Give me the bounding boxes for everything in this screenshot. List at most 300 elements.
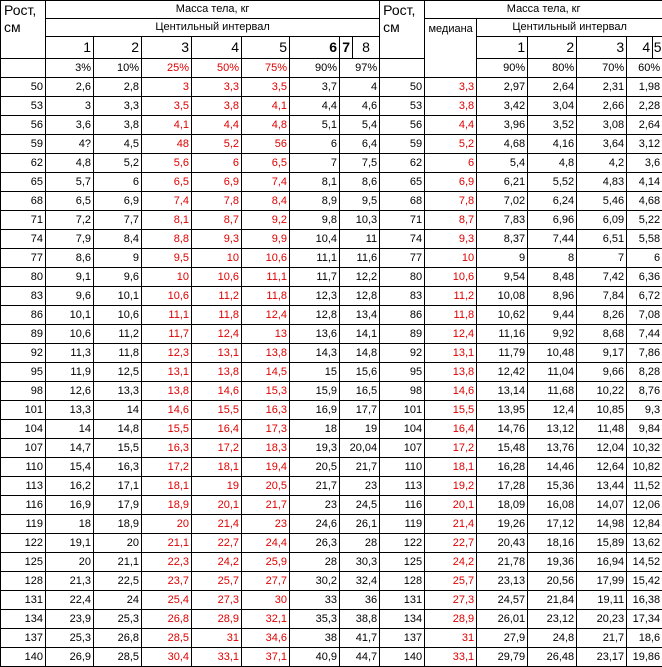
height-cell-right: 59 bbox=[380, 135, 425, 154]
p75-cell: 13,8 bbox=[242, 344, 290, 363]
p25-cell: 22,3 bbox=[142, 553, 192, 572]
median-cell: 3,3 bbox=[425, 78, 477, 97]
r80-cell: 9,92 bbox=[528, 325, 577, 344]
height-cell-right: 56 bbox=[380, 116, 425, 135]
r90-cell: 7,02 bbox=[477, 192, 528, 211]
table-row bbox=[1, 78, 662, 97]
r70-cell: 14,98 bbox=[577, 515, 627, 534]
r60-cell: 10,82 bbox=[627, 458, 662, 477]
p25-cell: 16,3 bbox=[142, 439, 192, 458]
height-cell: 65 bbox=[1, 173, 46, 192]
p75-cell: 34,6 bbox=[242, 629, 290, 648]
p3-cell: 2,6 bbox=[46, 78, 94, 97]
p75-cell: 25,9 bbox=[242, 553, 290, 572]
r60-cell: 19,86 bbox=[627, 648, 662, 667]
r70-cell: 12,04 bbox=[577, 439, 627, 458]
p10-cell: 28,5 bbox=[94, 648, 142, 667]
r60-cell: 14,52 bbox=[627, 553, 662, 572]
p25-cell: 3,5 bbox=[142, 97, 192, 116]
p50-cell: 11,8 bbox=[192, 306, 242, 325]
p90-cell: 8,9 bbox=[290, 192, 340, 211]
p50-cell: 25,7 bbox=[192, 572, 242, 591]
p50-cell: 15,5 bbox=[192, 401, 242, 420]
r70-cell: 6,09 bbox=[577, 211, 627, 230]
r90-cell: 11,16 bbox=[477, 325, 528, 344]
p3-cell: 14 bbox=[46, 420, 94, 439]
height-cell-right: 104 bbox=[380, 420, 425, 439]
r60-cell: 5,58 bbox=[627, 230, 662, 249]
p97-cell: 10,3 bbox=[340, 211, 380, 230]
p90-cell: 12,8 bbox=[290, 306, 340, 325]
height-cell: 140 bbox=[1, 648, 46, 667]
median-cell: 25,7 bbox=[425, 572, 477, 591]
left-interval-number: 4 bbox=[217, 37, 242, 59]
r60-cell: 8,76 bbox=[627, 382, 662, 401]
percentile-header: 75% bbox=[242, 59, 290, 78]
p50-cell: 20,1 bbox=[192, 496, 242, 515]
left-interval-number bbox=[46, 37, 70, 59]
height-cell: 50 bbox=[1, 78, 46, 97]
height-cell: 128 bbox=[1, 572, 46, 591]
p50-cell: 4,4 bbox=[192, 116, 242, 135]
median-cell: 20,1 bbox=[425, 496, 477, 515]
p3-cell: 13,3 bbox=[46, 401, 94, 420]
p10-cell: 21,1 bbox=[94, 553, 142, 572]
median-cell: 4,4 bbox=[425, 116, 477, 135]
p3-cell: 10,6 bbox=[46, 325, 94, 344]
p90-cell: 40,9 bbox=[290, 648, 340, 667]
p25-cell: 5,6 bbox=[142, 154, 192, 173]
left-height-blank bbox=[1, 59, 46, 78]
p3-cell: 23,9 bbox=[46, 610, 94, 629]
r70-cell: 10,85 bbox=[577, 401, 627, 420]
r80-cell: 17,12 bbox=[528, 515, 577, 534]
r60-cell: 7,44 bbox=[627, 325, 662, 344]
r90-cell: 9,54 bbox=[477, 268, 528, 287]
height-cell: 77 bbox=[1, 249, 46, 268]
p50-cell: 17,2 bbox=[192, 439, 242, 458]
percentile-header: 3% bbox=[46, 59, 94, 78]
median-cell: 3,8 bbox=[425, 97, 477, 116]
p75-cell: 9,2 bbox=[242, 211, 290, 230]
p3-cell: 11,3 bbox=[46, 344, 94, 363]
right-height-header bbox=[380, 1, 425, 59]
p25-cell: 6,5 bbox=[142, 173, 192, 192]
height-cell-right: 89 bbox=[380, 325, 425, 344]
r90-cell: 29,79 bbox=[477, 648, 528, 667]
r80-cell: 15,36 bbox=[528, 477, 577, 496]
p50-cell: 13,8 bbox=[192, 363, 242, 382]
p25-cell: 13,1 bbox=[142, 363, 192, 382]
table-row bbox=[1, 268, 662, 287]
r60-cell: 18,6 bbox=[627, 629, 662, 648]
r70-cell: 4,2 bbox=[577, 154, 627, 173]
right-interval-number: 1 bbox=[502, 37, 528, 59]
p25-cell: 7,4 bbox=[142, 192, 192, 211]
p75-cell: 16,3 bbox=[242, 401, 290, 420]
p97-cell: 4,6 bbox=[340, 97, 380, 116]
p90-cell: 6 bbox=[290, 135, 340, 154]
r60-cell: 6,72 bbox=[627, 287, 662, 306]
p90-cell: 14,3 bbox=[290, 344, 340, 363]
r60-cell: 2,64 bbox=[627, 116, 662, 135]
r60-cell: 9,84 bbox=[627, 420, 662, 439]
height-cell: 56 bbox=[1, 116, 46, 135]
table-row bbox=[1, 249, 662, 268]
p50-cell: 19 bbox=[192, 477, 242, 496]
p97-cell: 28 bbox=[340, 534, 380, 553]
r90-cell: 9 bbox=[477, 249, 528, 268]
p3-cell: 7,2 bbox=[46, 211, 94, 230]
p97-cell: 7,5 bbox=[340, 154, 380, 173]
r70-cell: 11,48 bbox=[577, 420, 627, 439]
p10-cell: 14,8 bbox=[94, 420, 142, 439]
median-cell: 16,4 bbox=[425, 420, 477, 439]
r70-cell: 2,31 bbox=[577, 78, 627, 97]
percentile-header: 25% bbox=[142, 59, 192, 78]
p10-cell: 24 bbox=[94, 591, 142, 610]
p97-cell: 17,7 bbox=[340, 401, 380, 420]
median-cell: 11,2 bbox=[425, 287, 477, 306]
p50-cell: 33,1 bbox=[192, 648, 242, 667]
median-cell: 10,6 bbox=[425, 268, 477, 287]
p75-cell: 10,6 bbox=[242, 249, 290, 268]
p10-cell: 7,7 bbox=[94, 211, 142, 230]
p90-cell: 26,3 bbox=[290, 534, 340, 553]
percentile-header: 60% bbox=[627, 59, 662, 78]
height-cell-right: 50 bbox=[380, 78, 425, 97]
height-cell-right: 62 bbox=[380, 154, 425, 173]
p50-cell: 3,8 bbox=[192, 97, 242, 116]
table-row bbox=[1, 458, 662, 477]
median-cell: 11,8 bbox=[425, 306, 477, 325]
height-cell-right: 107 bbox=[380, 439, 425, 458]
p50-cell: 6 bbox=[192, 154, 242, 173]
table-row bbox=[1, 477, 662, 496]
p10-cell: 9,6 bbox=[94, 268, 142, 287]
height-cell: 113 bbox=[1, 477, 46, 496]
r60-cell: 5,22 bbox=[627, 211, 662, 230]
percentile-header: 70% bbox=[577, 59, 627, 78]
left-interval-number: 1 bbox=[70, 37, 94, 59]
p50-cell: 21,4 bbox=[192, 515, 242, 534]
table-row bbox=[1, 192, 662, 211]
p90-cell: 4,4 bbox=[290, 97, 340, 116]
r90-cell: 27,9 bbox=[477, 629, 528, 648]
left-interval-number: 7 bbox=[340, 37, 353, 59]
table-row bbox=[1, 496, 662, 515]
p10-cell: 4,5 bbox=[94, 135, 142, 154]
r90-cell: 2,97 bbox=[477, 78, 528, 97]
p25-cell: 4,1 bbox=[142, 116, 192, 135]
p50-cell: 18,1 bbox=[192, 458, 242, 477]
left-mass-header: Масса тела, кг bbox=[46, 1, 380, 19]
p10-cell: 9 bbox=[94, 249, 142, 268]
p75-cell: 15,3 bbox=[242, 382, 290, 401]
p90-cell: 33 bbox=[290, 591, 340, 610]
p25-cell: 28,5 bbox=[142, 629, 192, 648]
median-cell: 6 bbox=[425, 154, 477, 173]
r60-cell: 12,84 bbox=[627, 515, 662, 534]
p25-cell: 48 bbox=[142, 135, 192, 154]
median-cell: 21,4 bbox=[425, 515, 477, 534]
p50-cell: 13,1 bbox=[192, 344, 242, 363]
p3-cell: 16,9 bbox=[46, 496, 94, 515]
height-cell-right: 128 bbox=[380, 572, 425, 591]
p3-cell: 9,1 bbox=[46, 268, 94, 287]
p90-cell: 12,3 bbox=[290, 287, 340, 306]
p97-cell: 4 bbox=[340, 78, 380, 97]
left-height-unit: см bbox=[4, 19, 21, 35]
p97-cell: 41,7 bbox=[340, 629, 380, 648]
p10-cell: 17,1 bbox=[94, 477, 142, 496]
p10-cell: 6 bbox=[94, 173, 142, 192]
p97-cell: 5,4 bbox=[340, 116, 380, 135]
left-height-label: Рост, bbox=[4, 2, 36, 18]
median-cell: 19,2 bbox=[425, 477, 477, 496]
p90-cell: 13,6 bbox=[290, 325, 340, 344]
r80-cell: 11,68 bbox=[528, 382, 577, 401]
right-height-label: Рост, bbox=[383, 2, 415, 18]
p3-cell: 6,5 bbox=[46, 192, 94, 211]
p10-cell: 17,9 bbox=[94, 496, 142, 515]
r90-cell: 7,83 bbox=[477, 211, 528, 230]
p97-cell: 44,7 bbox=[340, 648, 380, 667]
p10-cell: 15,5 bbox=[94, 439, 142, 458]
right-mass-header: Масса тела, кг bbox=[425, 1, 662, 19]
height-cell: 119 bbox=[1, 515, 46, 534]
p25-cell: 3 bbox=[142, 78, 192, 97]
left-interval-number: 6 bbox=[315, 37, 340, 59]
r80-cell: 18,16 bbox=[528, 534, 577, 553]
height-cell: 92 bbox=[1, 344, 46, 363]
r90-cell: 11,79 bbox=[477, 344, 528, 363]
p25-cell: 8,8 bbox=[142, 230, 192, 249]
r80-cell: 11,04 bbox=[528, 363, 577, 382]
left-interval-number: 5 bbox=[266, 37, 290, 59]
r80-cell: 13,76 bbox=[528, 439, 577, 458]
r90-cell: 10,62 bbox=[477, 306, 528, 325]
p90-cell: 35,3 bbox=[290, 610, 340, 629]
table-row bbox=[1, 287, 662, 306]
p75-cell: 4,1 bbox=[242, 97, 290, 116]
height-cell-right: 86 bbox=[380, 306, 425, 325]
height-cell-right: 95 bbox=[380, 363, 425, 382]
r60-cell: 7,08 bbox=[627, 306, 662, 325]
p10-cell: 22,5 bbox=[94, 572, 142, 591]
r60-cell: 15,42 bbox=[627, 572, 662, 591]
p25-cell: 14,6 bbox=[142, 401, 192, 420]
table-row bbox=[1, 420, 662, 439]
r80-cell: 12,4 bbox=[528, 401, 577, 420]
right-interval-number: 5 bbox=[653, 37, 662, 59]
height-cell: 59 bbox=[1, 135, 46, 154]
median-cell: 14,6 bbox=[425, 382, 477, 401]
p10-cell: 12,5 bbox=[94, 363, 142, 382]
r90-cell: 15,48 bbox=[477, 439, 528, 458]
r80-cell: 14,46 bbox=[528, 458, 577, 477]
p10-cell: 10,1 bbox=[94, 287, 142, 306]
height-cell-right: 116 bbox=[380, 496, 425, 515]
r80-cell: 3,04 bbox=[528, 97, 577, 116]
r70-cell: 3,64 bbox=[577, 135, 627, 154]
table-row bbox=[1, 325, 662, 344]
r60-cell: 6,36 bbox=[627, 268, 662, 287]
p25-cell: 23,7 bbox=[142, 572, 192, 591]
r70-cell: 20,23 bbox=[577, 610, 627, 629]
r70-cell: 9,66 bbox=[577, 363, 627, 382]
r90-cell: 16,28 bbox=[477, 458, 528, 477]
right-height-blank bbox=[380, 59, 425, 78]
p3-cell: 9,6 bbox=[46, 287, 94, 306]
p10-cell: 25,3 bbox=[94, 610, 142, 629]
median-cell: 12,4 bbox=[425, 325, 477, 344]
p10-cell: 20 bbox=[94, 534, 142, 553]
height-cell: 95 bbox=[1, 363, 46, 382]
r80-cell: 2,64 bbox=[528, 78, 577, 97]
height-cell-right: 83 bbox=[380, 287, 425, 306]
table-row bbox=[1, 401, 662, 420]
height-cell: 53 bbox=[1, 97, 46, 116]
r70-cell: 9,17 bbox=[577, 344, 627, 363]
p50-cell: 7,8 bbox=[192, 192, 242, 211]
p90-cell: 19,3 bbox=[290, 439, 340, 458]
height-cell-right: 92 bbox=[380, 344, 425, 363]
height-cell-right: 77 bbox=[380, 249, 425, 268]
r60-cell: 4,68 bbox=[627, 192, 662, 211]
p75-cell: 4,8 bbox=[242, 116, 290, 135]
median-cell: 22,7 bbox=[425, 534, 477, 553]
p3-cell: 8,6 bbox=[46, 249, 94, 268]
table-row bbox=[1, 306, 662, 325]
r60-cell: 17,34 bbox=[627, 610, 662, 629]
percentile-header: 90% bbox=[290, 59, 340, 78]
p97-cell: 8,6 bbox=[340, 173, 380, 192]
p97-cell: 14,8 bbox=[340, 344, 380, 363]
height-cell: 134 bbox=[1, 610, 46, 629]
p10-cell: 13,3 bbox=[94, 382, 142, 401]
p3-cell: 11,9 bbox=[46, 363, 94, 382]
r80-cell: 8,96 bbox=[528, 287, 577, 306]
p3-cell: 14,7 bbox=[46, 439, 94, 458]
p50-cell: 12,4 bbox=[192, 325, 242, 344]
p25-cell: 13,8 bbox=[142, 382, 192, 401]
right-interval-number bbox=[477, 37, 502, 59]
p90-cell: 16,9 bbox=[290, 401, 340, 420]
p3-cell: 26,9 bbox=[46, 648, 94, 667]
p10-cell: 16,3 bbox=[94, 458, 142, 477]
r70-cell: 2,66 bbox=[577, 97, 627, 116]
r60-cell: 12,06 bbox=[627, 496, 662, 515]
p97-cell: 12,2 bbox=[340, 268, 380, 287]
r80-cell: 6,24 bbox=[528, 192, 577, 211]
p97-cell: 38,8 bbox=[340, 610, 380, 629]
p97-cell: 32,4 bbox=[340, 572, 380, 591]
r90-cell: 18,09 bbox=[477, 496, 528, 515]
p97-cell: 36 bbox=[340, 591, 380, 610]
median-cell: 8,7 bbox=[425, 211, 477, 230]
table-row bbox=[1, 116, 662, 135]
p75-cell: 18,3 bbox=[242, 439, 290, 458]
r70-cell: 6,51 bbox=[577, 230, 627, 249]
p3-cell: 20 bbox=[46, 553, 94, 572]
p50-cell: 9,3 bbox=[192, 230, 242, 249]
p97-cell: 14,1 bbox=[340, 325, 380, 344]
right-interval-number: 2 bbox=[552, 37, 577, 59]
p10-cell: 3,3 bbox=[94, 97, 142, 116]
p25-cell: 25,4 bbox=[142, 591, 192, 610]
right-height-unit: см bbox=[383, 19, 400, 35]
percentile-header: 97% bbox=[340, 59, 380, 78]
height-cell: 98 bbox=[1, 382, 46, 401]
p50-cell: 16,4 bbox=[192, 420, 242, 439]
r70-cell: 13,44 bbox=[577, 477, 627, 496]
p90-cell: 23 bbox=[290, 496, 340, 515]
p10-cell: 2,8 bbox=[94, 78, 142, 97]
height-cell-right: 134 bbox=[380, 610, 425, 629]
r80-cell: 4,16 bbox=[528, 135, 577, 154]
p75-cell: 19,4 bbox=[242, 458, 290, 477]
r60-cell: 8,28 bbox=[627, 363, 662, 382]
p90-cell: 5,1 bbox=[290, 116, 340, 135]
p75-cell: 13 bbox=[242, 325, 290, 344]
p10-cell: 26,8 bbox=[94, 629, 142, 648]
median-cell: 6,9 bbox=[425, 173, 477, 192]
r90-cell: 12,42 bbox=[477, 363, 528, 382]
median-cell: 31 bbox=[425, 629, 477, 648]
r90-cell: 10,08 bbox=[477, 287, 528, 306]
p75-cell: 56 bbox=[242, 135, 290, 154]
p25-cell: 18,9 bbox=[142, 496, 192, 515]
r70-cell: 10,22 bbox=[577, 382, 627, 401]
p10-cell: 5,2 bbox=[94, 154, 142, 173]
p25-cell: 11,1 bbox=[142, 306, 192, 325]
r80-cell: 6,96 bbox=[528, 211, 577, 230]
p10-cell: 6,9 bbox=[94, 192, 142, 211]
r80-cell: 8 bbox=[528, 249, 577, 268]
height-cell: 116 bbox=[1, 496, 46, 515]
table-row bbox=[1, 344, 662, 363]
p97-cell: 26,1 bbox=[340, 515, 380, 534]
p3-cell: 4,8 bbox=[46, 154, 94, 173]
p25-cell: 8,1 bbox=[142, 211, 192, 230]
p75-cell: 7,4 bbox=[242, 173, 290, 192]
r90-cell: 21,78 bbox=[477, 553, 528, 572]
median-cell: 27,3 bbox=[425, 591, 477, 610]
p97-cell: 21,7 bbox=[340, 458, 380, 477]
height-cell: 104 bbox=[1, 420, 46, 439]
p50-cell: 3,3 bbox=[192, 78, 242, 97]
p3-cell: 18 bbox=[46, 515, 94, 534]
table-row bbox=[1, 382, 662, 401]
p75-cell: 20,5 bbox=[242, 477, 290, 496]
r80-cell: 13,12 bbox=[528, 420, 577, 439]
left-height-header bbox=[1, 1, 46, 59]
table-row bbox=[1, 591, 662, 610]
right-interval-number: 4 bbox=[627, 37, 653, 59]
p90-cell: 11,1 bbox=[290, 249, 340, 268]
table-row bbox=[1, 211, 662, 230]
height-cell-right: 140 bbox=[380, 648, 425, 667]
p25-cell: 26,8 bbox=[142, 610, 192, 629]
r70-cell: 8,68 bbox=[577, 325, 627, 344]
p90-cell: 24,6 bbox=[290, 515, 340, 534]
height-cell: 122 bbox=[1, 534, 46, 553]
r80-cell: 8,48 bbox=[528, 268, 577, 287]
p90-cell: 15 bbox=[290, 363, 340, 382]
p25-cell: 18,1 bbox=[142, 477, 192, 496]
height-cell-right: 74 bbox=[380, 230, 425, 249]
